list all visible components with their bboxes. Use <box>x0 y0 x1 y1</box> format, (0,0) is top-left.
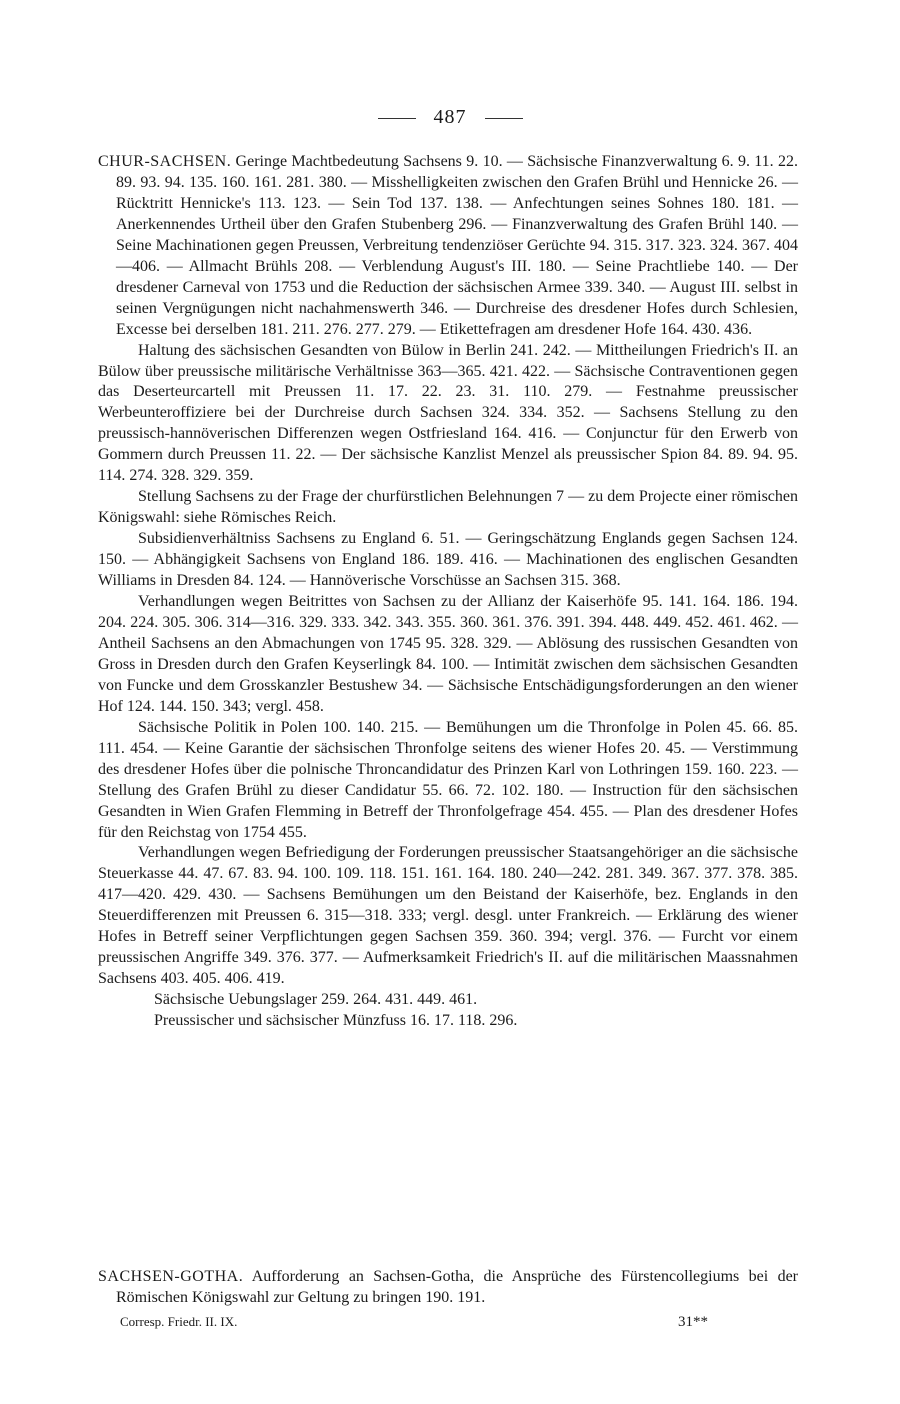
page-number: 487 <box>433 106 467 128</box>
footer-sheet-mark: 31** <box>678 1314 708 1330</box>
entry-paragraph: Stellung Sachsens zu der Frage der churfürstlichen Belehnungen 7 — zu dem Projecte einer römischen Königswahl: siehe Römisches Reich. <box>98 488 798 527</box>
dash-right <box>485 118 523 119</box>
entry-paragraph: Subsidienverhältniss Sachsens zu England 6. 51. — Geringschätzung Englands gegen Sachsen 124. 150. — Abhängigkeit Sachsens von England 186. 189. 416. — Machinationen des englischen Gesandten Williams in Dresden 84. 124. — Hannöverische Vorschüsse an Sachsen 315. 368. <box>98 530 798 590</box>
entry-paragraph <box>98 152 798 341</box>
footer-signature-text: Corresp. Friedr. II. IX. <box>120 1314 238 1329</box>
entry-paragraph: Sächsische Politik in Polen 100. 140. 215. — Bemühungen um die Thronfolge in Polen 45. 66. 85. 111. 454. — Keine Garantie der sächsischen Thronfolge seitens des wiener Hofes 20. 45. — Verstimmung des dresdener Hofes über die polnische Throncandidatur des Prinzen Karl von Lothringen 159. 160. 223. — Stellung des Grafen Brühl zu dieser Candidatur 55. 66. 72. 102. 180. — Instruction für den sächsischen Gesandten in Wien Grafen Flemming in Betreff der Thronfolgefrage 454. 455. — Plan des dresdener Hofes für den Reichstag von 1754 455. <box>98 718 798 841</box>
entry-paragraph: Sächsische Uebungslager 259. 264. 431. 449. 461. <box>154 991 478 1009</box>
page-number-line <box>0 106 900 129</box>
entry-text: Geringe Machtbedeutung Sachsens 9. 10. — Sächsische Finanzverwaltung 6. 9. 11. 22. 89. 93. 94. 135. 160. 161. 281. 380. — Misshelligkeiten zwischen den Grafen Brühl und Hennicke 26. — Rücktritt Hennicke's 113. 123. — Sein Tod 137. 138. — Anfechtungen seines Sohnes 180. 181. — Anerkennendes Urtheil über den Grafen Stubenberg 296. — Finanzverwaltung des Grafen Brühl 140. — Seine Machinationen gegen Preussen, Verbreitung tendenziöser Gerüchte 94. 315. 317. 323. 324. 367. 404—406. — Allmacht Brühls 208. — Verblendung August's III. 180. — Seine Prachtliebe 140. — Der dresdener Carneval von 1753 und die Reduction der sächsischen Armee 339. 340. — August III. selbst in seinen Vergnügungen nicht nachahmenswerth 346. — Durchreise des dresdener Hofes durch Schlesien, Excesse bei derselben 181. 211. 276. 277. 279. — Etikettefragen am dresdener Hofe 164. 430. 436. <box>116 153 799 338</box>
entry-paragraph: Verhandlungen wegen Befriedigung der Forderungen preussischer Staatsangehöriger an die sächsische Steuerkasse 44. 47. 67. 83. 94. 100. 109. 118. 151. 161. 164. 180. 240—242. 281. 349. 367. 377. 378. 385. 417—420. 429. 430. — Sachsens Bemühungen um den Beistand der Kaiserhöfe, bez. Englands in den Steuerdifferenzen mit Preussen 6. 315—318. 333; vergl. desgl. unter Frankreich. — Erklärung des wiener Hofes in Betreff seiner Verpflichtungen gegen Sachsen 359. 360. 394; vergl. 376. — Furcht vor einem preussischen Angriffe 349. 376. 377. — Aufmerksamkeit Friedrich's II. auf die militärischen Maassnahmen Sachsens 403. 405. 406. 419. <box>98 844 798 988</box>
entry-paragraph: Verhandlungen wegen Beitrittes von Sachsen zu der Allianz der Kaiserhöfe 95. 141. 164. 186. 194. 204. 224. 305. 306. 314—316. 329. 333. 342. 343. 355. 360. 361. 376. 391. 394. 448. 449. 452. 461. 462. — Antheil Sachsens an den Abmachungen von 1745 95. 328. 329. — Ablösung des russischen Gesandten von Gross in Dresden durch den Grafen Keyserlingk 84. 100. — Intimität zwischen dem sächsischen Gesandten von Funcke und dem Grosskanzler Bestushew 34. — Sächsische Entschädigungsforderungen an den wiener Hof 124. 144. 150. 343; vergl. 458. <box>98 593 798 715</box>
entry-paragraph: Haltung des sächsischen Gesandten von Bülow in Berlin 241. 242. — Mittheilungen Friedrich's II. an Bülow über preussische militärische Verhältnisse 363—365. 421. 422. — Sächsische Contraventionen gegen das Deserteurcartell mit Preussen 11. 17. 22. 23. 31. 110. 279. — Festnahme preussischer Werbeunteroffiziere bei der Durchreise durch Sachsen 324. 334. 352. — Sachsens Stellung zu den preussisch-hannöverischen Differenzen wegen Ostfriesland 164. 416. — Conjunctur für den Erwerb von Gommern durch Preussen 11. 22. — Der sächsische Kanzlist Menzel als preussischer Spion 84. 89. 94. 95. 114. 274. 328. 329. 359. <box>98 341 798 485</box>
index-entry-sachsen-gotha <box>98 1267 798 1309</box>
entry-heading: SACHSEN-GOTHA. <box>98 1268 244 1285</box>
dash-left <box>378 118 416 119</box>
entry-heading: CHUR-SACHSEN. <box>98 153 232 170</box>
entry-paragraph <box>98 1267 798 1309</box>
page-footer <box>120 1314 720 1330</box>
entry-text: Aufforderung an Sachsen-Gotha, die Ansprüche des Fürstencollegiums bei der Römischen Königswahl zur Geltung zu bringen 190. 191. <box>116 1268 798 1306</box>
index-entry-chur-sachsen <box>98 152 798 1032</box>
entry-paragraph: Preussischer und sächsischer Münzfuss 16. 17. 118. 296. <box>154 1012 518 1030</box>
